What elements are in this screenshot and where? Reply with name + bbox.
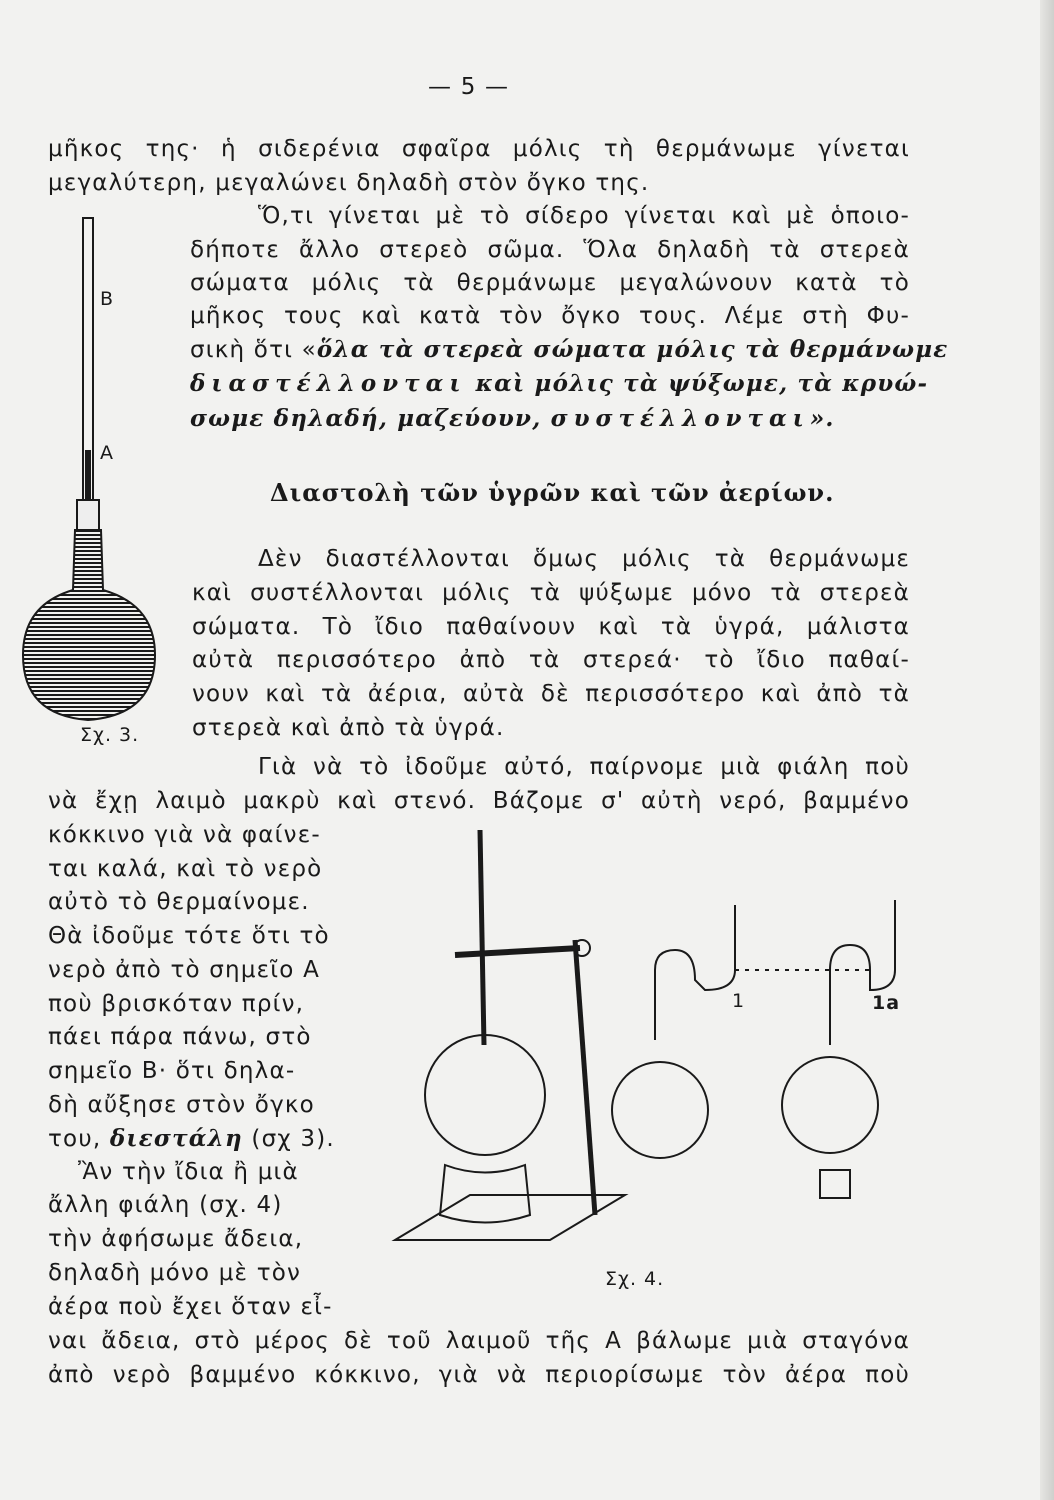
para4-line3: κόκκινο γιὰ νὰ φαίνε- bbox=[48, 822, 321, 848]
para5-line2: ἄλλη φιάλη (σχ. 4) bbox=[48, 1192, 283, 1218]
para5-line3: τὴν ἀφήσωμε ἄδεια, bbox=[48, 1226, 304, 1252]
para4-line7: νερὸ ἀπὸ τὸ σημεῖο Α bbox=[48, 957, 321, 983]
para3-line2: καὶ συστέλλονται μόλις τὰ ψύξωμε μόνο τὰ στερεὰ bbox=[192, 580, 910, 606]
spirit-lamp bbox=[440, 1165, 530, 1223]
para2-line7-spaced: συστέλλονται bbox=[550, 405, 810, 432]
para3-line5: νουν καὶ τὰ ἀέρια, αὐτὰ δὲ περισσότερο καὶ ἀπὸ τὰ bbox=[192, 681, 910, 707]
para4-line9: πάει πάρα πάνω, στὸ bbox=[48, 1024, 312, 1050]
para4-line12-plain: του, bbox=[48, 1126, 110, 1152]
para4-line11: δὴ αὔξησε στὸν ὄγκο bbox=[48, 1092, 315, 1118]
para2-line5 bbox=[190, 333, 948, 367]
para1-line2: μεγαλύτερη, μεγαλώνει δηλαδὴ στὸν ὄγκο της. bbox=[48, 170, 650, 196]
u-tube-1 bbox=[612, 905, 735, 1158]
para5-line1: Ἂν τὴν ἴδια ἢ μιὰ bbox=[78, 1159, 299, 1185]
round-flask bbox=[425, 1035, 545, 1155]
para5-line6: ναι ἄδεια, στὸ μέρος δὲ τοῦ λαιμοῦ τῆς Α βάλωμε μιὰ σταγόνα bbox=[48, 1328, 910, 1354]
para2-line4: μῆκος τους καὶ κατὰ τὸν ὄγκο τους. Λέμε στὴ Φυ- bbox=[190, 303, 910, 329]
u-tube-1a bbox=[782, 900, 895, 1198]
para2-line3: σώματα μόλις τὰ θερμάνωμε μεγαλώνουν κατὰ τὸ bbox=[190, 270, 910, 296]
para2-line7-bold: σωμε δηλαδή, μαζεύουν, bbox=[190, 405, 551, 432]
figure-3-label-b: B bbox=[100, 288, 115, 310]
para5-line4: δηλαδὴ μόνο μὲ τὸν bbox=[48, 1260, 302, 1286]
para2-line5-bold: ὅλα τὰ στερεὰ σώματα μόλις τὰ θερμάνωμε bbox=[316, 336, 949, 363]
flask-stopper bbox=[77, 500, 99, 530]
para5-line7: ἀπὸ νερὸ βαμμένο κόκκινο, γιὰ νὰ περιορίσωμε τὸν ἀέρα ποὺ bbox=[48, 1362, 910, 1388]
para4-line6: Θὰ ἰδοῦμε τότε ὅτι τὸ bbox=[48, 923, 330, 949]
para4-line1: Γιὰ νὰ τὸ ἰδοῦμε αὐτό, παίρνομε μιὰ φιάλη ποὺ bbox=[258, 754, 910, 780]
figure-3-label-a: A bbox=[100, 442, 114, 464]
para2-line6-spaced: διαστέλλονται bbox=[190, 370, 467, 397]
para4-line12 bbox=[48, 1122, 335, 1156]
para3-line3: σώματα. Τὸ ἴδιο παθαίνουν καὶ τὰ ὑγρά, μάλιστα bbox=[192, 614, 910, 640]
figure-4-label-1: 1 bbox=[732, 990, 746, 1012]
para2-line1: Ὅ,τι γίνεται μὲ τὸ σίδερο γίνεται καὶ μὲ ὁποιο- bbox=[258, 203, 910, 229]
para4-line12-end: (σχ 3). bbox=[242, 1126, 335, 1152]
flask-bulb bbox=[23, 530, 155, 720]
para5-line5: ἀέρα ποὺ ἔχει ὅταν εἶ- bbox=[48, 1294, 333, 1320]
para2-line6 bbox=[190, 367, 928, 401]
para2-line2: δήποτε ἄλλο στερεὸ σῶμα. Ὅλα δηλαδὴ τὰ στερεὰ bbox=[190, 237, 910, 263]
para2-line6-bold: καὶ μόλις τὰ ψύξωμε, τὰ κρυώ- bbox=[466, 370, 929, 397]
para4-line5: αὐτὸ τὸ θερμαίνομε. bbox=[48, 889, 310, 915]
para3-line4: αὐτὰ περισσότερο ἀπὸ τὰ στερεά· τὸ ἴδιο παθαί- bbox=[192, 647, 910, 673]
para4-line2: νὰ ἔχῃ λαιμὸ μακρὺ καὶ στενό. Βάζομε σ' αὐτὴ νερό, βαμμένο bbox=[48, 788, 910, 814]
page-edge bbox=[1040, 0, 1054, 1500]
para4-line8: ποὺ βρισκόταν πρίν, bbox=[48, 991, 305, 1017]
para2-line7-end: ». bbox=[809, 405, 835, 432]
para4-line4: ται καλά, καὶ τὸ νερὸ bbox=[48, 856, 323, 882]
figure-3-caption: Σχ. 3. bbox=[80, 724, 140, 746]
page-number: — 5 — bbox=[428, 74, 510, 100]
para2-line5-plain: σικὴ ὅτι « bbox=[190, 337, 317, 363]
para4-line12-bold: διεστάλη bbox=[109, 1125, 243, 1152]
para3-line1: Δὲν διαστέλλονται ὅμως μόλις τὰ θερμάνωμε bbox=[258, 546, 910, 572]
section-heading: Διαστολὴ τῶν ὑγρῶν καὶ τῶν ἀερίων. bbox=[270, 478, 835, 507]
flask-tube bbox=[83, 218, 93, 508]
para3-line6: στερεὰ καὶ ἀπὸ τὰ ὑγρά. bbox=[192, 715, 505, 741]
stand-base bbox=[395, 1195, 625, 1240]
stand-rod bbox=[575, 940, 595, 1215]
figure-4-label-1a: 1a bbox=[872, 992, 901, 1014]
para2-line7 bbox=[190, 402, 835, 436]
figure-4-apparatus bbox=[390, 820, 920, 1260]
stand-clamp bbox=[455, 948, 580, 955]
figure-4-caption: Σχ. 4. bbox=[605, 1268, 665, 1290]
figure-3-flask bbox=[15, 210, 175, 730]
flask-neck bbox=[480, 830, 484, 1045]
para1-line1: μῆκος της· ἡ σιδερένια σφαῖρα μόλις τὴ θερμάνωμε γίνεται bbox=[48, 136, 910, 162]
para4-line10: σημεῖο Β· ὅτι δηλα- bbox=[48, 1058, 296, 1084]
